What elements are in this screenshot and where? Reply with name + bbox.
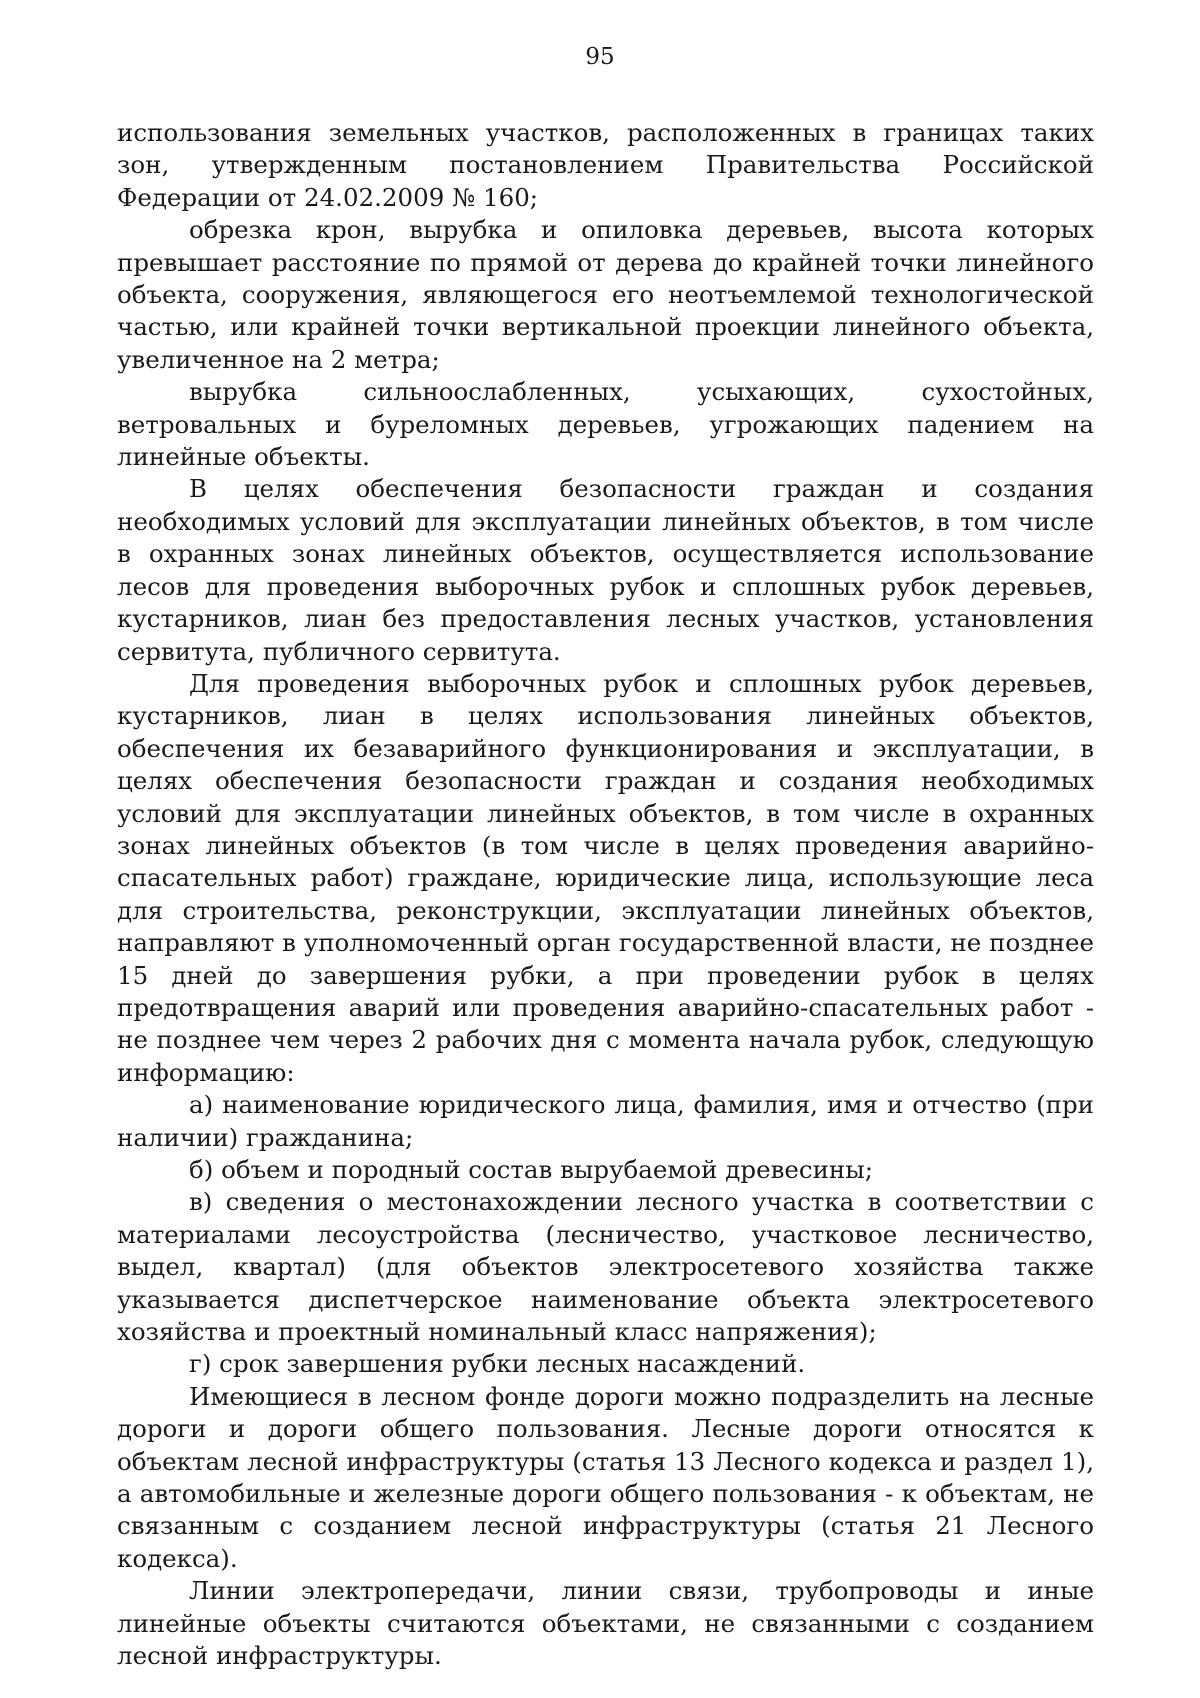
paragraph-crown-pruning: обрезка крон, вырубка и опиловка деревьев, высота которых превышает расстояние по прямой от дерева до крайней точки линейного объекта, сооружения, являющегося его неотъемлемой технологической частью, или крайней точки вертикальной проекции линейного объекта, увеличенное на 2 метра;	[117, 215, 1094, 374]
list-item-b: б) объем и породный состав вырубаемой древесины;	[189, 1155, 873, 1184]
list-item-g: г) срок завершения рубки лесных насаждений.	[189, 1349, 806, 1379]
list-item-a: а) наименование юридического лица, фамилия, имя и отчество (при наличии) гражданина;	[117, 1090, 1094, 1152]
paragraph-weakened-trees: вырубка сильноослабленных, усыхающих, сухостойных, ветровальных и буреломных деревьев, угрожающих падением на линейные объекты.	[117, 377, 1094, 472]
paragraph-forest-roads: Имеющиеся в лесном фонде дороги можно подразделить на лесные дороги и дороги общего пользования. Лесные дороги относятся к объектам лесной инфраструктуры (статья 13 Лесного кодекса и раздел 1), а автомобильные и железные дороги общего пользования - к объектам, не связанным с созданием лесной инфраструктуры (статья 21 Лесного кодекса).	[117, 1381, 1094, 1573]
list-item-v: в) сведения о местонахождении лесного участка в соответствии с материалами лесоустройства (лесничество, участковое лесничество, выдел, квартал) (для объектов электросетевого хозяйства также указывается диспетчерское наименование объекта электросетевого хозяйства и проектный номинальный класс напряжения);	[117, 1187, 1094, 1347]
paragraph-safety-purposes: В целях обеспечения безопасности граждан и создания необходимых условий для эксплуатации линейных объектов, в том числе в охранных зонах линейных объектов, осуществляется использование лесов для проведения выборочных рубок и сплошных рубок деревьев, кустарников, лиан без предоставления лесных участков, установления сервитута, публичного сервитута.	[117, 474, 1094, 666]
paragraph-felling-notification: Для проведения выборочных рубок и сплошных рубок деревьев, кустарников, лиан в целях использования линейных объектов, обеспечения их безаварийного функционирования и эксплуатации, в целях обеспечения безопасности граждан и создания необходимых условий для эксплуатации линейных объектов, в том числе в охранных зонах линейных объектов (в том числе в целях проведения аварийно-спасательных работ) граждане, юридические лица, использующие леса для строительства, реконструкции, эксплуатации линейных объектов, направляют в уполномоченный орган государственной власти, не позднее 15 дней до завершения рубки, а при проведении рубок в целях предотвращения аварий или проведения аварийно-спасательных работ - не позднее чем через 2 рабочих дня с момента начала рубок, следующую информацию:	[117, 668, 1094, 1087]
paragraph-continuation: использования земельных участков, расположенных в границах таких зон, утвержденным постановлением Правительства Российской Федерации от 24.02.2009 № 160;	[117, 118, 1094, 212]
paragraph-linear-objects: Линии электропередачи, линии связи, трубопроводы и иные линейные объекты считаются объектами, не связанными с созданием лесной инфраструктуры.	[117, 1576, 1094, 1671]
document-body	[117, 117, 1094, 1673]
page-number: 95	[585, 44, 615, 70]
